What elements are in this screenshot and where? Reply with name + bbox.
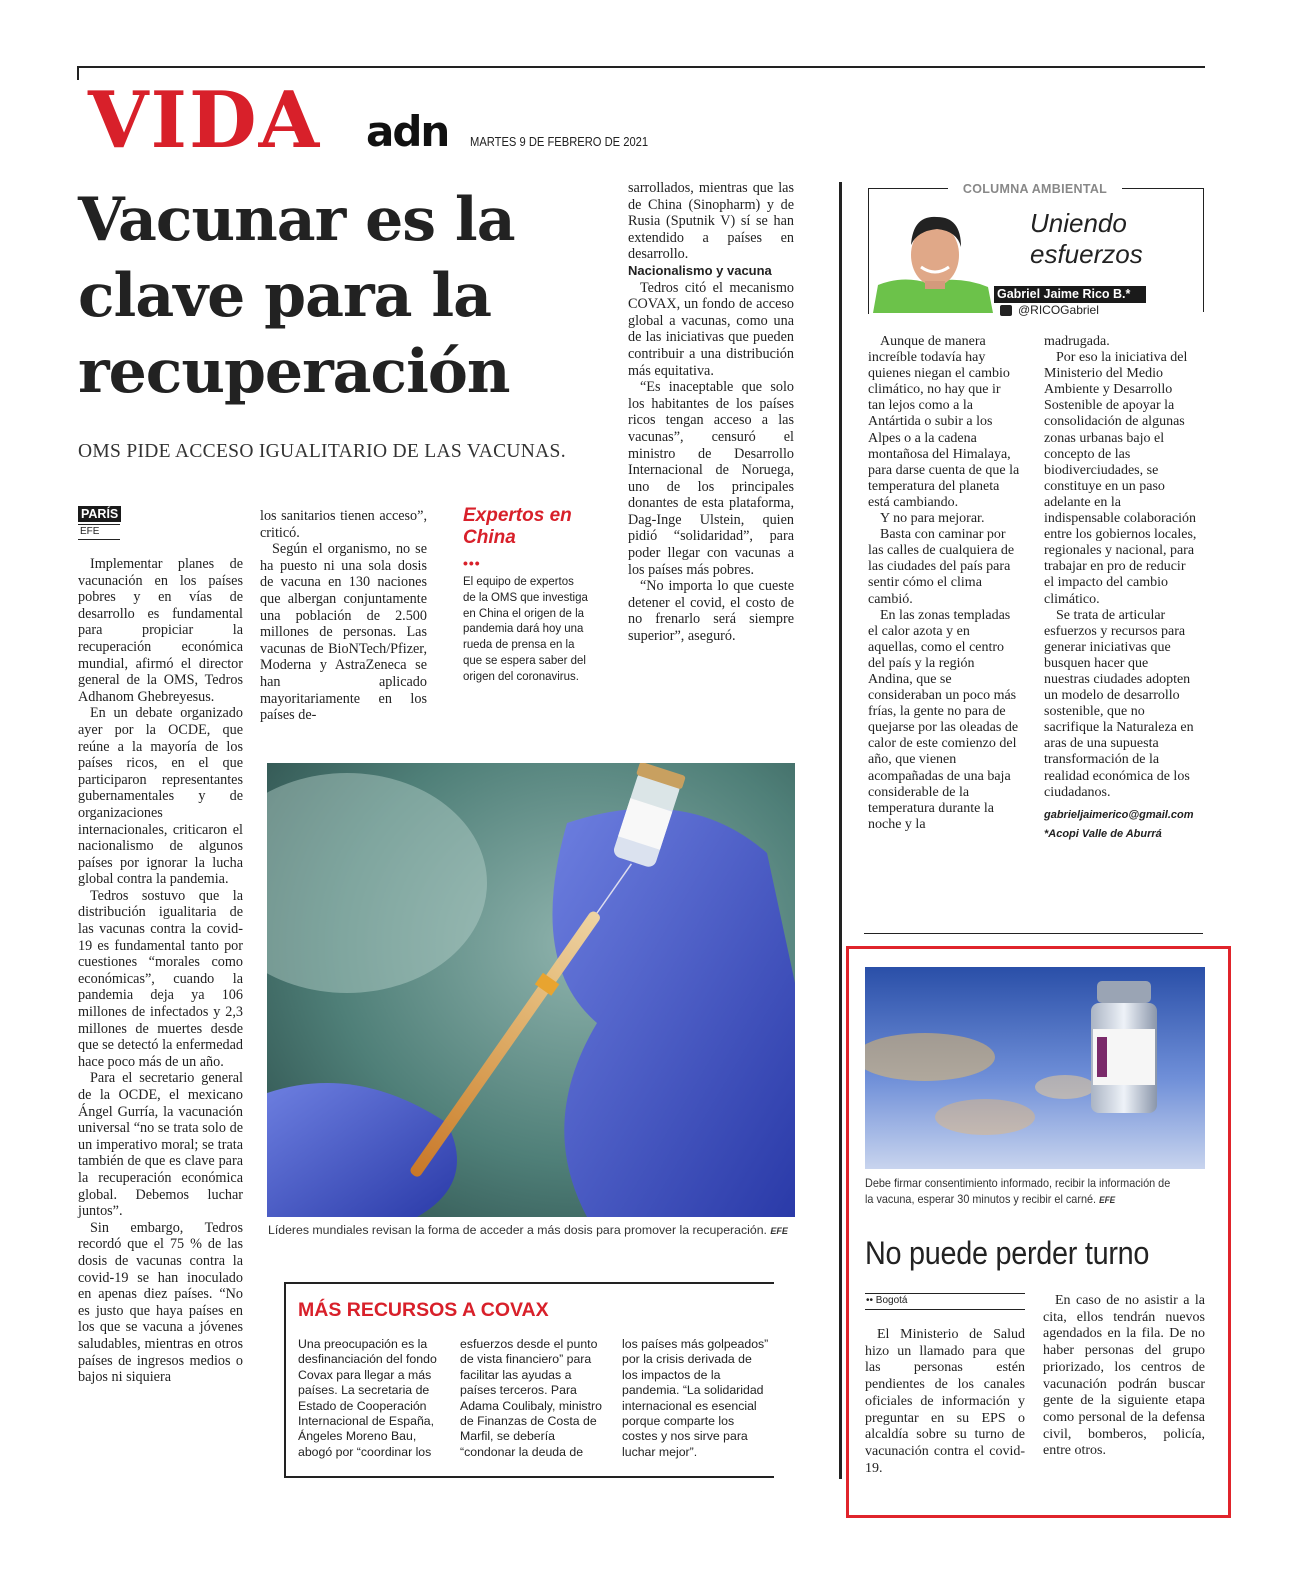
sidebar-text: El equipo de expertos de la OMS que investiga en China el origen de la pandemia dará hoy una rueda de prensa en la que se espera saber del origen del coronavirus. — [463, 574, 588, 683]
paragraph: Aunque de manera increíble todavía hay quienes niegan el cambio climático, no hay que ir tan lejos como a la Antártida o subir a los Alpes o a la cadena montañosa del Himalaya, para darse cuenta de que la temperatura del planeta está cambiando. — [868, 334, 1020, 510]
paragraph: Por eso la iniciativa del Ministerio del Medio Ambiente y Desarrollo Sostenible de apoyar la consolidación de algunas zonas urbanas bajo el concepto de las biodiverciudades, se constituye en un paso adelante en la indispensable colaboración entre los gobiernos locales, regionales y nacional, para trabajar en pro de reducir el impacto del cambio climático. — [1044, 350, 1197, 607]
paragraph: En un debate organizado ayer por la OCDE, que reúne a la mayoría de los países ricos, en el que participaron representantes gubernamentales y de organizaciones internacionales, criticaron el nacionalismo de algunos países por ignorar la lucha global contra la pandemia. — [78, 705, 243, 888]
sidebar-dots: ••• — [463, 555, 481, 571]
top-rule-tick — [77, 66, 79, 80]
brief-dateline: •• Bogotá — [866, 1295, 908, 1306]
paragraph: En caso de no asistir a la cita, ellos tendrán nuevos agendados en la fila. De no haber personas del grupo priorizado, los centros de vacunación podrán buscar gente de la siguiente etapa como personal de la defensa civil, bomberos, policía, entre otros. — [1043, 1293, 1205, 1459]
dateline-rule — [78, 524, 120, 525]
vaccine-vial-photo — [865, 967, 1205, 1169]
issue-date: MARTES 9 DE FEBRERO DE 2021 — [470, 134, 649, 149]
headline: Vacunar es la clave para la recuperación — [78, 185, 515, 407]
section-title: VIDA — [88, 75, 322, 166]
column-divider — [839, 182, 842, 1479]
paragraph: “No importa lo que cueste detener el covid, el costo de no frenarlo será siempre superior”, aseguró. — [628, 578, 794, 645]
dateline-city: PARÍS — [78, 506, 121, 522]
brief-headline: No puede perder turno — [865, 1235, 1150, 1271]
columnist-name: Gabriel Jaime Rico B.* — [994, 286, 1146, 303]
paragraph: Tedros sostuvo que la distribución igualitaria de las vacunas contra la covid-19 es fundamental tanto por cuestiones “morales como económicas”, cuando la pandemia deja ya 106 millones de infectados y 2,3 millones de muertes desde que se detectó la enfermedad hace poco más de un año. — [78, 887, 243, 1070]
paragraph: Implementar planes de vacunación en los países pobres y en vías de desarrollo es fundamental para propiciar la recuperación económica mundial, afirmó el director general de la OMS, Tedros Adhanom Ghebreyesus. — [78, 556, 243, 705]
photo-caption — [268, 1223, 808, 1237]
column-header-frame-right — [1203, 188, 1204, 312]
paragraph: Según el organismo, no se ha puesto ni una sola dosis de vacuna en 130 naciones que albergan conjuntamente una población de 2.500 millones de personas. Las vacunas de BioNTech/Pfizer, Moderna y AstraZeneca se han aplicado mayoritariamente en los países de- — [260, 541, 427, 724]
paragraph: El Ministerio de Salud hizo un llamado para que las personas estén pendientes de los canales oficiales de información y preguntar en su EPS o alcaldía sobre su turno de vacunación contra el covid-19. — [865, 1327, 1025, 1476]
section-rule — [864, 933, 1203, 934]
column-title: Uniendo esfuerzos — [1030, 208, 1143, 269]
columnist-handle: @RICOGabriel — [1018, 303, 1099, 317]
dateline-rule — [865, 1293, 1025, 1294]
covax-column-1: Una preocupación es la desfinanciación del fondo Covax para llegar a más países. La secretaria de Estado de Cooperación Internacional de España, Ángeles Moreno Bau, abogó por “coordinar los — [298, 1337, 437, 1459]
caption-credit: EFE — [770, 1226, 788, 1236]
paragraph: Tedros citó el mecanismo COVAX, un fondo de acceso global a vacunas, como una de las iniciativas que pueden contribuir a una distribución más equitativa. — [628, 279, 794, 379]
column-text-2 — [1044, 334, 1197, 842]
covax-column-3: los países más golpeados” por la crisis derivada de los impactos de la pandemia. “La solidaridad internacional es esencial porque comparte los costes y nos sirve para luchar mejor”. — [622, 1337, 769, 1459]
paragraph: “Es inaceptable que solo los habitantes de los países ricos tengan acceso a las vacunas”, censuró el ministro de Desarrollo Internacional de Noruega, uno de los principales donantes de esta plataforma, Dag-Inge Ulstein, quien pidió “solidaridad”, para poder llegar con vacunas a los países más pobres. — [628, 379, 794, 578]
brief-photo-caption — [865, 1175, 1178, 1208]
brief-column-2 — [1043, 1293, 1205, 1460]
dateline-agency: EFE — [80, 526, 100, 537]
paragraph: sarrollados, mientras que las de China (Sinopharm) y de Rusia (Sputnik V) sí se han extendido a países en desarrollo. — [628, 180, 794, 263]
caption-text: Debe firmar consentimiento informado, recibir la información de la vacuna, esperar 30 minutos y recibir el carné. — [865, 1176, 1171, 1206]
brief-column-1 — [865, 1327, 1025, 1477]
subhead: Nacionalismo y vacuna — [628, 262, 772, 278]
covax-title: MÁS RECURSOS A COVAX — [298, 1299, 549, 1321]
dateline-rule — [865, 1309, 1025, 1310]
paragraph: Para el secretario general de la OCDE, el mexicano Ángel Gurría, la vacunación universal “no se trata solo de un imperativo moral; se trata también de que es clave para la recuperación económica global. Debemos luchar juntos”. — [78, 1070, 243, 1220]
vaccine-syringe-photo — [267, 763, 795, 1217]
paragraph: madrugada. — [1044, 334, 1110, 349]
caption-credit: EFE — [1099, 1195, 1116, 1205]
story-column-1 — [78, 556, 243, 1386]
brand-logo: adn — [366, 107, 449, 156]
deck: OMS PIDE ACCESO IGUALITARIO DE LAS VACUNAS. — [78, 441, 566, 462]
covax-column-2: esfuerzos desde el punto de vista financiero” para facilitar las ayudas a países terceros. Para Adama Coulibaly, ministro de Finanzas de Costa de Marfil, se debería “condonar la deuda de — [460, 1337, 602, 1459]
columnist-credit: *Acopi Valle de Aburrá — [1044, 827, 1162, 840]
paragraph: Y no para mejorar. — [880, 511, 985, 527]
twitter-icon — [1000, 305, 1012, 316]
caption-text: Líderes mundiales revisan la forma de acceder a más dosis para promover la recuperación. — [268, 1223, 767, 1237]
columnist-photo — [873, 205, 993, 313]
story-column-2 — [260, 508, 427, 724]
paragraph: los sanitarios tienen acceso”, criticó. — [260, 508, 427, 541]
paragraph: Sin embargo, Tedros recordó que el 75 % de las dosis de vacunas contra la covid-19 se han inoculado en apenas diez países. “No es justo que haya países en los que se vacuna a jóvenes saludables, mientras en otros países de ingresos medios o bajos ni siquiera — [78, 1219, 243, 1386]
top-rule — [77, 66, 1205, 68]
story-column-3 — [628, 180, 794, 645]
paragraph: Se trata de articular esfuerzos y recursos para generar iniciativas que busquen hacer que nuestras ciudades adopten un modelo de desarrollo sostenible, que no sacrifique la Naturaleza en aras de una supuesta transformación de la realidad económica de los ciudadanos. — [1044, 607, 1194, 800]
dateline-rule — [78, 539, 120, 540]
paragraph: En las zonas templadas el calor azota y en aquellas, como el centro del país y la región Andina, que se consideraban un poco más frías, la gente no para de quejarse por las oleadas de calor de este comienzo del año, que vienen acompañadas de una baja considerable de la temperatura durante la noche y la — [868, 607, 1019, 832]
column-text-1 — [868, 334, 1021, 833]
columnist-email: gabrieljaimerico@gmail.com — [1044, 808, 1194, 821]
paragraph: Basta con caminar por las calles de cualquiera de las ciudades del país para sentir cómo el clima cambió. — [868, 527, 1015, 607]
sidebar-title: Expertos en China — [463, 505, 572, 548]
column-kicker: COLUMNA AMBIENTAL — [948, 182, 1122, 196]
